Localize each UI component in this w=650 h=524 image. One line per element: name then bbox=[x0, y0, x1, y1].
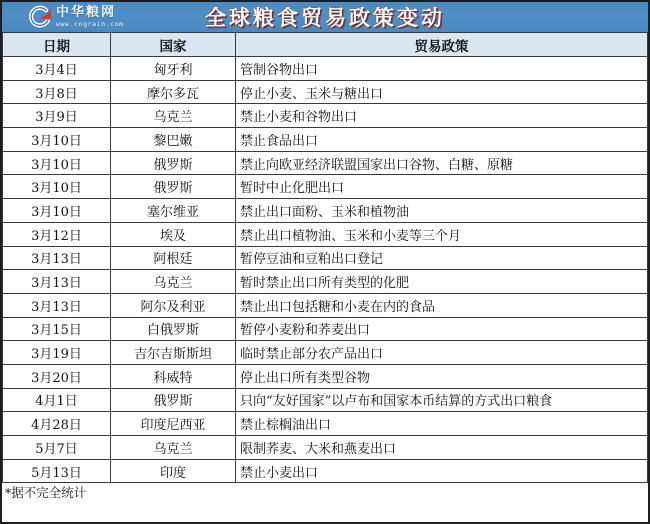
policy-cell: 禁止出口面粉、玉米和植物油 bbox=[236, 199, 648, 223]
country-cell: 埃及 bbox=[111, 222, 236, 246]
table-row bbox=[3, 388, 648, 412]
date-cell: 3月20日 bbox=[3, 364, 111, 388]
policy-cell: 限制荞麦、大米和燕麦出口 bbox=[236, 436, 648, 460]
policy-cell: 暂停小麦粉和荞麦出口 bbox=[236, 317, 648, 341]
table-body bbox=[3, 57, 648, 483]
logo-name: 中华粮网 bbox=[56, 5, 117, 21]
date-cell: 3月10日 bbox=[3, 151, 111, 175]
table-row bbox=[3, 246, 648, 270]
policy-cell: 暂停豆油和豆粕出口登记 bbox=[236, 246, 648, 270]
country-cell: 俄罗斯 bbox=[111, 388, 236, 412]
column-header-policy: 贸易政策 bbox=[236, 33, 648, 57]
table-row bbox=[3, 151, 648, 175]
table-row bbox=[3, 436, 648, 460]
table-row bbox=[3, 199, 648, 223]
date-cell: 3月10日 bbox=[3, 128, 111, 152]
table-row bbox=[3, 80, 648, 104]
country-cell: 印度尼西亚 bbox=[111, 412, 236, 436]
date-cell: 3月13日 bbox=[3, 270, 111, 294]
date-cell: 5月13日 bbox=[3, 459, 111, 483]
date-cell: 3月8日 bbox=[3, 80, 111, 104]
table-header-row bbox=[3, 33, 648, 57]
country-cell: 吉尔吉斯斯坦 bbox=[111, 341, 236, 365]
table-row bbox=[3, 270, 648, 294]
date-cell: 3月15日 bbox=[3, 317, 111, 341]
table-row bbox=[3, 459, 648, 483]
cngrain-g-icon bbox=[28, 5, 52, 29]
country-cell: 俄罗斯 bbox=[111, 175, 236, 199]
country-cell: 白俄罗斯 bbox=[111, 317, 236, 341]
policy-cell: 暂时中止化肥出口 bbox=[236, 175, 648, 199]
column-header-country: 国家 bbox=[111, 33, 236, 57]
country-cell: 塞尔维亚 bbox=[111, 199, 236, 223]
table-row bbox=[3, 364, 648, 388]
country-cell: 匈牙利 bbox=[111, 57, 236, 81]
country-cell: 乌克兰 bbox=[111, 270, 236, 294]
date-cell: 3月10日 bbox=[3, 199, 111, 223]
policy-cell: 暂时禁止出口所有类型的化肥 bbox=[236, 270, 648, 294]
table-row bbox=[3, 128, 648, 152]
policy-cell: 禁止小麦和谷物出口 bbox=[236, 104, 648, 128]
date-cell: 3月19日 bbox=[3, 341, 111, 365]
country-cell: 俄罗斯 bbox=[111, 151, 236, 175]
table-row bbox=[3, 57, 648, 81]
footnote: *据不完全统计 bbox=[2, 483, 648, 503]
policy-cell: 禁止出口包括糖和小麦在内的食品 bbox=[236, 293, 648, 317]
country-cell: 摩尔多瓦 bbox=[111, 80, 236, 104]
date-cell: 3月10日 bbox=[3, 175, 111, 199]
policy-cell: 禁止向欧亚经济联盟国家出口谷物、白糖、原糖 bbox=[236, 151, 648, 175]
date-cell: 4月1日 bbox=[3, 388, 111, 412]
policy-cell: 禁止食品出口 bbox=[236, 128, 648, 152]
date-cell: 3月13日 bbox=[3, 246, 111, 270]
country-cell: 乌克兰 bbox=[111, 104, 236, 128]
date-cell: 3月9日 bbox=[3, 104, 111, 128]
policy-cell: 禁止小麦出口 bbox=[236, 459, 648, 483]
policy-cell: 只向“友好国家”以卢布和国家本币结算的方式出口粮食 bbox=[236, 388, 648, 412]
table-row bbox=[3, 293, 648, 317]
country-cell: 阿根廷 bbox=[111, 246, 236, 270]
policy-cell: 禁止棕榈油出口 bbox=[236, 412, 648, 436]
country-cell: 黎巴嫩 bbox=[111, 128, 236, 152]
date-cell: 4月28日 bbox=[3, 412, 111, 436]
table-row bbox=[3, 175, 648, 199]
policy-cell: 临时禁止部分农产品出口 bbox=[236, 341, 648, 365]
header-band bbox=[2, 2, 648, 32]
policy-cell: 禁止出口植物油、玉米和小麦等三个月 bbox=[236, 222, 648, 246]
logo-url-text: www.cngrain.com bbox=[56, 20, 124, 29]
policy-cell: 管制谷物出口 bbox=[236, 57, 648, 81]
country-cell: 乌克兰 bbox=[111, 436, 236, 460]
country-cell: 阿尔及利亚 bbox=[111, 293, 236, 317]
policy-table bbox=[2, 32, 648, 483]
policy-cell: 停止小麦、玉米与糖出口 bbox=[236, 80, 648, 104]
date-cell: 3月4日 bbox=[3, 57, 111, 81]
date-cell: 3月13日 bbox=[3, 293, 111, 317]
table-row bbox=[3, 341, 648, 365]
policy-cell: 停止出口所有类型谷物 bbox=[236, 364, 648, 388]
column-header-date: 日期 bbox=[3, 33, 111, 57]
page-title: 全球粮食贸易政策变动 bbox=[205, 6, 445, 30]
date-cell: 5月7日 bbox=[3, 436, 111, 460]
table-row bbox=[3, 412, 648, 436]
table-row bbox=[3, 104, 648, 128]
date-cell: 3月12日 bbox=[3, 222, 111, 246]
country-cell: 印度 bbox=[111, 459, 236, 483]
table-row bbox=[3, 317, 648, 341]
country-cell: 科威特 bbox=[111, 364, 236, 388]
cngrain-logo bbox=[28, 2, 124, 32]
table-row bbox=[3, 222, 648, 246]
